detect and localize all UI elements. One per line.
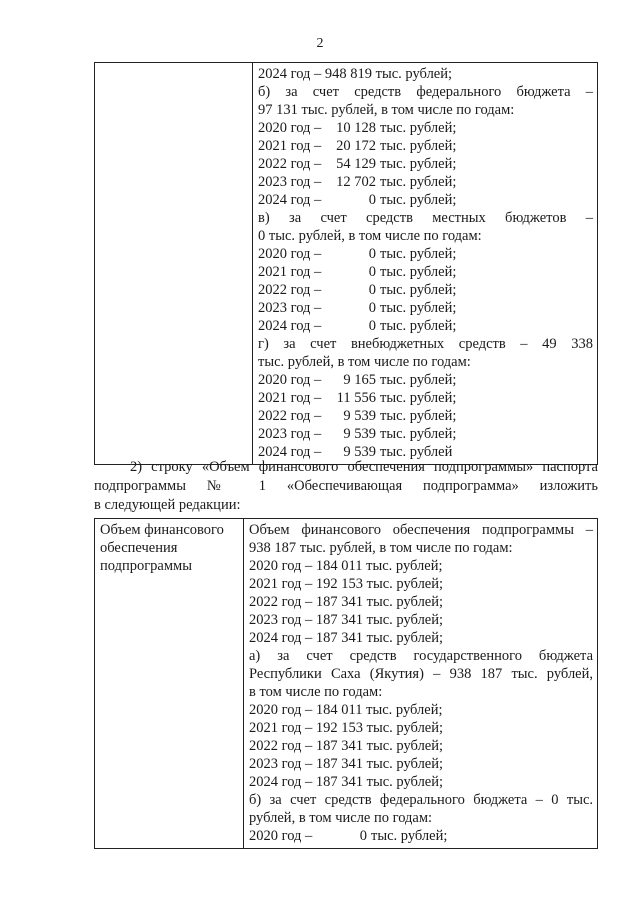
- funding-year-line: [258, 407, 593, 425]
- year-label: 2022 год –: [258, 408, 322, 424]
- year-label: 2021 год –: [258, 138, 322, 154]
- table1-label-cell: [95, 63, 253, 465]
- funding-year-line: [258, 317, 593, 335]
- funding-year-line: [249, 827, 593, 845]
- subprogram-funding-table: [94, 518, 598, 849]
- amount-value: 0: [368, 300, 376, 316]
- funding-text-line: 2020 год – 184 011 тыс. рублей;: [249, 702, 443, 718]
- funding-text-line: Республики Саха (Якутия) – 938 187 тыс. рублей,: [249, 666, 593, 682]
- funding-text-line: г) за счет внебюджетных средств – 49 338: [258, 336, 593, 352]
- amount-value: 0: [368, 282, 376, 298]
- funding-text-line: б) за счет средств федерального бюджета –: [258, 84, 593, 100]
- funding-year-line: [258, 155, 593, 173]
- funding-text-line: в том числе по годам:: [249, 684, 383, 700]
- year-label: 2024 год –: [258, 444, 322, 460]
- funding-year-line: [258, 173, 593, 191]
- year-label: 2024 год –: [258, 318, 322, 334]
- amount-unit: тыс. рублей;: [380, 246, 457, 262]
- funding-text-line: 2021 год – 192 153 тыс. рублей;: [249, 720, 444, 736]
- label-line: Объем финансового: [100, 522, 224, 538]
- label-line: подпрограммы: [100, 558, 192, 574]
- amount-unit: тыс. рублей;: [380, 318, 457, 334]
- funding-year-line: [258, 245, 593, 263]
- funding-text-line: 2024 год – 187 341 тыс. рублей;: [249, 774, 444, 790]
- amount-value: 11 556: [336, 390, 376, 406]
- year-label: 2023 год –: [258, 426, 322, 442]
- amount-unit: тыс. рублей;: [380, 264, 457, 280]
- amount-unit: тыс. рублей;: [380, 174, 457, 190]
- label-line: обеспечения: [100, 540, 178, 556]
- funding-text-line: 2022 год – 187 341 тыс. рублей;: [249, 738, 444, 754]
- amount-unit: тыс. рублей;: [380, 156, 457, 172]
- amount-value: 0: [368, 192, 376, 208]
- year-label: 2023 год –: [258, 174, 322, 190]
- paragraph-line: подпрограммы № 1 «Обеспечивающая подпрограмма» изложить: [94, 478, 598, 494]
- amount-value: 9 539: [343, 408, 376, 424]
- amount-unit: тыс. рублей;: [380, 282, 457, 298]
- funding-text-line: Объем финансового обеспечения подпрограммы –: [249, 522, 593, 538]
- paragraph-line: в следующей редакции:: [94, 497, 241, 513]
- funding-year-line: [258, 191, 593, 209]
- funding-text-line: 97 131 тыс. рублей, в том числе по годам:: [258, 102, 515, 118]
- year-label: 2020 год –: [258, 120, 322, 136]
- funding-year-line: [258, 137, 593, 155]
- year-label: 2021 год –: [258, 390, 322, 406]
- table2-label-cell: [95, 519, 244, 849]
- year-label: 2023 год –: [258, 300, 322, 316]
- funding-text-line: 2020 год – 184 011 тыс. рублей;: [249, 558, 443, 574]
- table1-content-cell: [253, 63, 598, 465]
- table2-content-cell: [244, 519, 598, 849]
- amount-unit: тыс. рублей;: [380, 426, 457, 442]
- amount-unit: тыс. рублей;: [380, 408, 457, 424]
- amount-value: 0: [368, 246, 376, 262]
- year-label: 2020 год –: [249, 828, 313, 844]
- funding-year-line: [258, 281, 593, 299]
- amount-value: 20 172: [336, 138, 376, 154]
- amount-unit: тыс. рублей: [380, 444, 453, 460]
- funding-year-line: [258, 425, 593, 443]
- year-label: 2021 год –: [258, 264, 322, 280]
- funding-text-line: 2022 год – 187 341 тыс. рублей;: [249, 594, 444, 610]
- year-label: 2022 год –: [258, 156, 322, 172]
- funding-text-line: 0 тыс. рублей, в том числе по годам:: [258, 228, 482, 244]
- paragraph-line: 2) строку «Объем финансового обеспечения подпрограммы» паспорта: [130, 459, 598, 475]
- funding-year-line: [258, 371, 593, 389]
- funding-text-line: б) за счет средств федерального бюджета – 0 тыс.: [249, 792, 593, 808]
- funding-text-line: тыс. рублей, в том числе по годам:: [258, 354, 471, 370]
- funding-text-line: 2024 год – 187 341 тыс. рублей;: [249, 630, 444, 646]
- year-label: 2022 год –: [258, 282, 322, 298]
- funding-text-line: 2024 год – 948 819 тыс. рублей;: [258, 66, 453, 82]
- funding-text-line: в) за счет средств местных бюджетов –: [258, 210, 593, 226]
- amount-value: 9 165: [343, 372, 376, 388]
- funding-text-line: рублей, в том числе по годам:: [249, 810, 433, 826]
- amount-value: 9 539: [343, 444, 376, 460]
- funding-text-line: а) за счет средств государственного бюджета: [249, 648, 593, 664]
- funding-text-line: 2021 год – 192 153 тыс. рублей;: [249, 576, 444, 592]
- funding-year-line: [258, 119, 593, 137]
- amount-value: 0: [368, 318, 376, 334]
- funding-year-line: [258, 299, 593, 317]
- funding-text-line: 2023 год – 187 341 тыс. рублей;: [249, 756, 444, 772]
- year-label: 2020 год –: [258, 246, 322, 262]
- amount-value: 0: [368, 264, 376, 280]
- amount-unit: тыс. рублей;: [371, 828, 448, 844]
- funding-year-line: [258, 263, 593, 281]
- amount-unit: тыс. рублей;: [380, 120, 457, 136]
- amount-value: 54 129: [336, 156, 376, 172]
- funding-table-continued: [94, 62, 598, 465]
- amount-unit: тыс. рублей;: [380, 390, 457, 406]
- amendment-paragraph: [94, 458, 598, 515]
- funding-text-line: 938 187 тыс. рублей, в том числе по годам:: [249, 540, 513, 556]
- funding-year-line: [258, 389, 593, 407]
- amount-value: 12 702: [336, 174, 376, 190]
- amount-value: 0: [359, 828, 367, 844]
- amount-value: 9 539: [343, 426, 376, 442]
- amount-unit: тыс. рублей;: [380, 372, 457, 388]
- year-label: 2024 год –: [258, 192, 322, 208]
- amount-unit: тыс. рублей;: [380, 192, 457, 208]
- funding-text-line: 2023 год – 187 341 тыс. рублей;: [249, 612, 444, 628]
- page-number: 2: [316, 36, 324, 51]
- year-label: 2020 год –: [258, 372, 322, 388]
- amount-value: 10 128: [336, 120, 376, 136]
- amount-unit: тыс. рублей;: [380, 138, 457, 154]
- amount-unit: тыс. рублей;: [380, 300, 457, 316]
